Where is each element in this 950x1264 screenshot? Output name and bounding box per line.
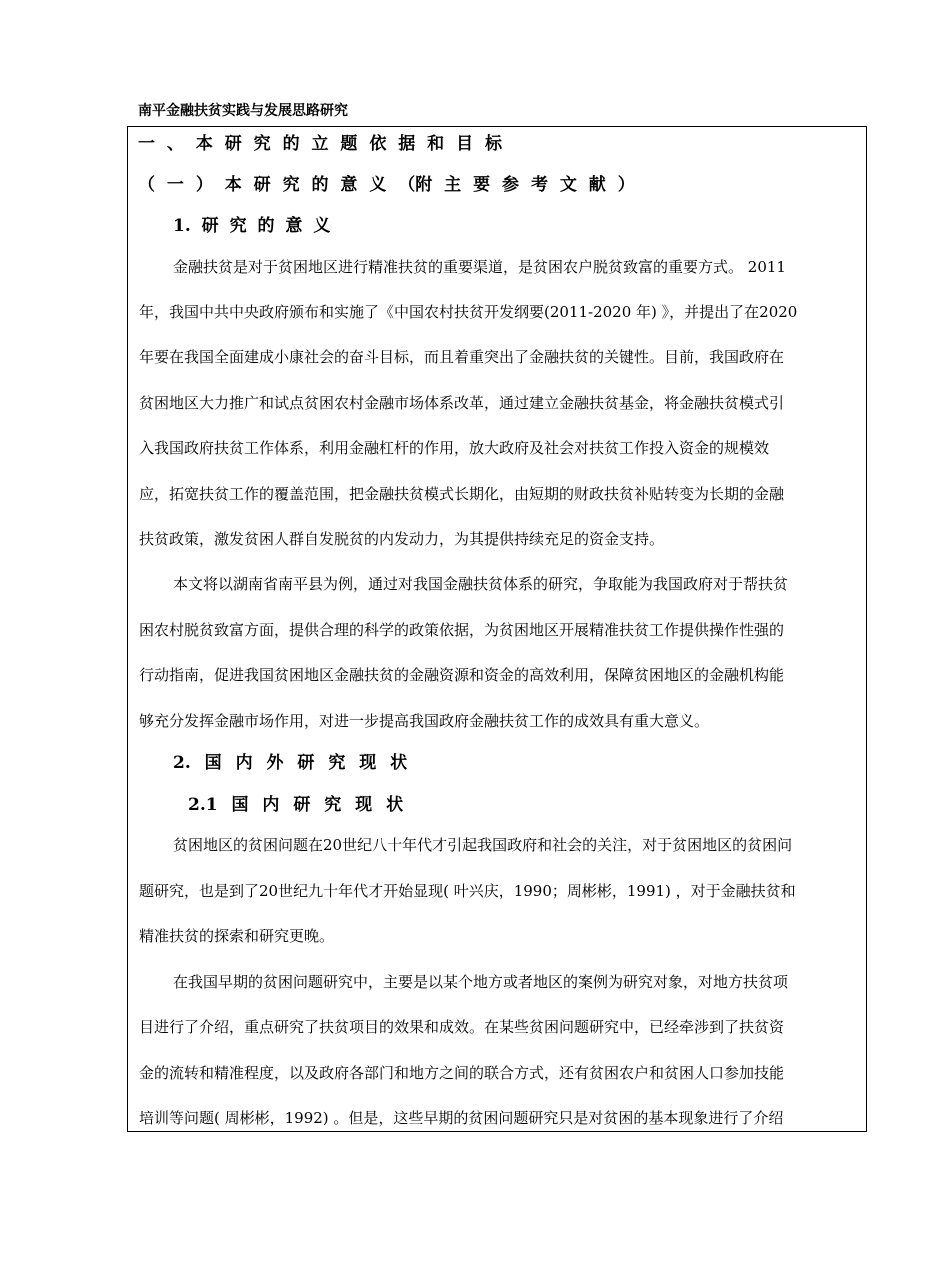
paragraph-line: 够充分发挥金融市场作用，对进一步提高我国政府金融扶贫工作的成效具有重大意义。 <box>139 712 710 730</box>
section-heading-1-1-1: 1. 研 究 的 意 义 <box>173 216 331 236</box>
paragraph-line: 精准扶贫的探索和研究更晚。 <box>139 927 335 945</box>
paragraph-line: 在我国早期的贫困问题研究中，主要是以某个地方或者地区的案例为研究对象，对地方扶贫项 <box>173 973 789 991</box>
paragraph-line: 目进行了介绍，重点研究了扶贫项目的效果和成效。在某些贫困问题研究中，已经牵涉到了扶贫资 <box>139 1018 785 1036</box>
paragraph-line: 年，我国中共中央政府颁布和实施了《中国农村扶贫开发纲要(2011-2020 年) 》，并提出了在2020 <box>139 303 798 321</box>
paragraph-line: 金融扶贫是对于贫困地区进行精准扶贫的重要渠道，是贫困农户脱贫致富的重要方式。 2011 <box>173 258 786 276</box>
section-heading-1-1: （ 一 ） 本 研 究 的 意 义 （附 主 要 参 考 文 献 ） <box>138 175 635 195</box>
section-heading-2: 2. 国 内 外 研 究 现 状 <box>173 753 408 773</box>
paragraph-line: 金的流转和精准程度，以及政府各部门和地方之间的联合方式，还有贫困农户和贫困人口参加技能 <box>139 1064 785 1082</box>
section-heading-2-1: 2.1 国 内 研 究 现 状 <box>188 795 404 815</box>
paragraph-line: 扶贫政策，激发贫困人群自发脱贫的内发动力，为其提供持续充足的资金支持。 <box>139 530 665 548</box>
paragraph-line: 应，拓宽扶贫工作的覆盖范围，把金融扶贫模式长期化，由短期的财政扶贫补贴转变为长期的金融 <box>139 485 785 503</box>
paragraph-line: 困农村脱贫致富方面，提供合理的科学的政策依据，为贫困地区开展精准扶贫工作提供操作性强的 <box>139 621 785 639</box>
content-frame <box>127 126 867 1132</box>
paragraph-line: 贫困地区大力推广和试点贫困农村金融市场体系改革，通过建立金融扶贫基金，将金融扶贫模式引 <box>139 394 785 412</box>
section-heading-1: 一 、 本 研 究 的 立 题 依 据 和 目 标 <box>138 134 503 154</box>
document-header-title: 南平金融扶贫实践与发展思路研究 <box>138 103 348 119</box>
paragraph-line: 本文将以湖南省南平县为例，通过对我国金融扶贫体系的研究，争取能为我国政府对于帮扶贫 <box>173 575 789 593</box>
paragraph-line: 年要在我国全面建成小康社会的奋斗目标，而且着重突出了金融扶贫的关键性。目前，我国政府在 <box>139 348 785 366</box>
paragraph-line: 行动指南，促进我国贫困地区金融扶贫的金融资源和资金的高效利用，保障贫困地区的金融机构能 <box>139 666 785 684</box>
paragraph-line: 贫困地区的贫困问题在20世纪八十年代才引起我国政府和社会的关注，对于贫困地区的贫困问 <box>173 836 793 854</box>
paragraph-line: 题研究，也是到了20世纪九十年代才开始显现( 叶兴庆，1990；周彬彬，1991) ，对于金融扶贫和 <box>139 882 796 900</box>
paragraph-line: 入我国政府扶贫工作体系，利用金融杠杆的作用，放大政府及社会对扶贫工作投入资金的规模效 <box>139 439 770 457</box>
paragraph-line: 培训等问题( 周彬彬，1992) 。但是，这些早期的贫困问题研究只是对贫困的基本现象进行了介绍 <box>139 1109 784 1127</box>
